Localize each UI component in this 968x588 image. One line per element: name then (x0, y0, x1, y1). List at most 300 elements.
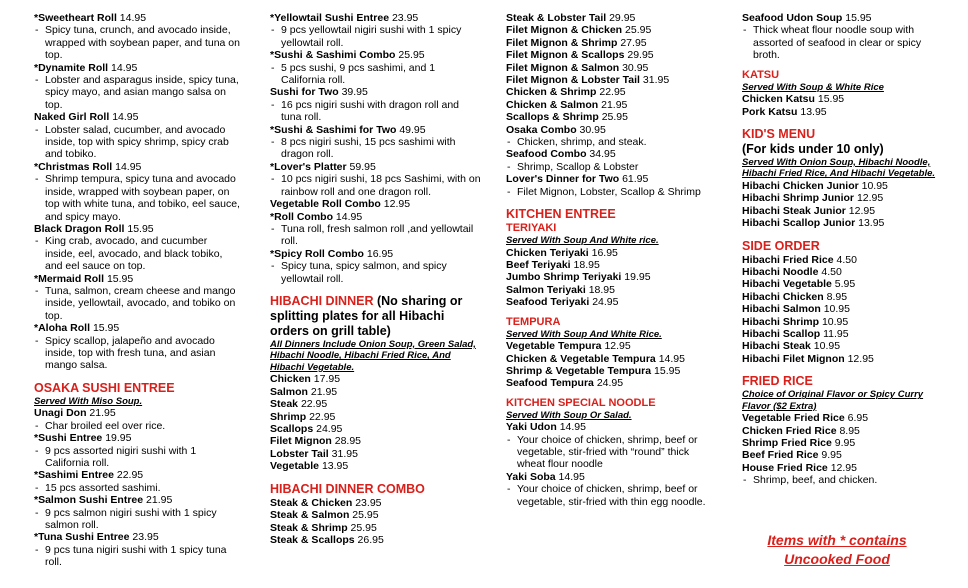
menu-item-line (34, 494, 240, 506)
menu-item-name: Shrimp & Vegetable Tempura (506, 364, 652, 377)
menu-item (270, 411, 482, 423)
combo-continued-list (506, 12, 714, 198)
menu-item-price: 21.95 (601, 98, 628, 111)
menu-item-price: 31.95 (642, 74, 670, 87)
menu-item-name: Salmon Teriyaki (506, 283, 586, 296)
section-subtitle-tempura: Served With Soup And White Rice. (506, 328, 662, 340)
menu-item-price: 39.95 (341, 86, 368, 99)
menu-item (506, 62, 714, 74)
menu-item-description: - 10 pcs nigiri sushi, 18 pcs Sashimi, with on rainbow roll and one dragon roll. (270, 173, 482, 198)
menu-item-description: - 16 pcs nigiri sushi with dragon roll and tuna roll. (270, 99, 482, 124)
menu-item-description: - 9 pcs assorted nigiri sushi with 1 California roll. (34, 445, 240, 470)
menu-item-name: Vegetable Tempura (506, 340, 602, 353)
menu-item-price: 10.95 (813, 340, 841, 353)
menu-item-price: 17.95 (313, 373, 341, 386)
section-title-osaka: OSAKA SUSHI ENTREE (34, 380, 175, 395)
sushi-entree-list (270, 12, 482, 285)
menu-item (34, 273, 240, 323)
menu-item (742, 180, 942, 192)
menu-item (506, 271, 714, 283)
menu-item-price: 59.95 (349, 160, 376, 173)
menu-item-name: Filet Mignon (270, 435, 332, 448)
menu-item-line (506, 173, 714, 185)
menu-item-line (270, 509, 482, 521)
menu-item (34, 432, 240, 469)
menu-item (506, 12, 714, 24)
menu-item-name: Vegetable Roll Combo (270, 198, 381, 211)
menu-item-price: 19.95 (105, 432, 132, 445)
section-title-katsu: KATSU (742, 68, 780, 81)
menu-item (270, 534, 482, 546)
menu-item-price: 29.95 (627, 49, 654, 62)
menu-item (270, 12, 482, 49)
menu-item-line (506, 247, 714, 259)
menu-item-name: Chicken Katsu (742, 93, 815, 106)
section-title-teriyaki: TERIYAKI (506, 222, 557, 235)
menu-item-line (270, 198, 482, 210)
menu-item-line (270, 423, 482, 435)
menu-item-price: 61.95 (622, 173, 649, 186)
menu-item-price: 15.95 (106, 272, 134, 285)
menu-item (742, 291, 942, 303)
menu-item-description: - 9 pcs yellowtail nigiri sushi with 1 spicy yellowtail roll. (270, 24, 482, 49)
menu-item (506, 340, 714, 352)
menu-item-price: 12.95 (604, 340, 631, 353)
menu-item-price: 23.95 (355, 496, 382, 509)
menu-item-line (506, 86, 714, 98)
menu-item-name: Chicken & Shrimp (506, 86, 597, 99)
menu-item-description: - Tuna, salmon, cream cheese and mango inside, yellowtail, avocado, and tobiko on top. (34, 285, 240, 322)
menu-item-name: *Mermaid Roll (34, 272, 105, 285)
menu-item (270, 161, 482, 198)
menu-item-line (34, 469, 240, 481)
menu-item-description: - Your choice of chicken, shrimp, beef or vegetable, stir-fried with thin egg noodle. (506, 483, 714, 508)
menu-column-2 (270, 12, 482, 546)
menu-item (742, 106, 942, 118)
section-title-hibachi-combo: HIBACHI DINNER COMBO (270, 481, 425, 496)
menu-item (34, 62, 240, 112)
hibachi-title: HIBACHI DINNER (270, 293, 374, 308)
menu-item-line (506, 296, 714, 308)
menu-item-price: 29.95 (609, 12, 636, 24)
menu-item-description: - Lobster salad, cucumber, and avocado inside, top with spicy shrimp, spicy crab and tobiko. (34, 124, 240, 161)
menu-item (34, 531, 240, 568)
menu-item (270, 522, 482, 534)
menu-item-line (742, 254, 942, 266)
menu-item-line (742, 217, 942, 229)
menu-item-name: Filet Mignon & Salmon (506, 61, 620, 74)
menu-item-price: 18.95 (573, 259, 600, 271)
menu-item-price: 12.95 (847, 352, 874, 365)
menu-item-name: Hibachi Scallop Junior (742, 217, 856, 230)
menu-item-description: - Shrimp, Scallop & Lobster (506, 161, 714, 173)
menu-item-price: 23.95 (132, 531, 159, 544)
menu-item-line (742, 205, 942, 217)
hibachi-note: (No sharing or splitting plates for all Hibachi orders on grill table) (270, 293, 463, 338)
menu-item-price: 9.95 (834, 437, 856, 450)
menu-item (742, 205, 942, 217)
menu-item (506, 173, 714, 198)
menu-item-name: *Dynamite Roll (34, 61, 109, 74)
menu-item (742, 462, 942, 487)
menu-item-line (34, 273, 240, 285)
menu-item-price: 14.95 (115, 160, 142, 173)
menu-item (270, 124, 482, 161)
menu-item-line (742, 291, 942, 303)
menu-item (742, 449, 942, 461)
menu-item-line (34, 531, 240, 543)
hibachi-combo-list (270, 497, 482, 547)
menu-item (506, 148, 714, 173)
menu-item-price: 14.95 (658, 352, 685, 365)
menu-item-price: 30.95 (622, 61, 649, 74)
menu-item-description: - Lobster and asparagus inside, spicy tuna, spicy mayo, and asian mango salsa on top. (34, 74, 240, 111)
menu-item (270, 198, 482, 210)
menu-item-name: *Tuna Sushi Entree (34, 531, 130, 544)
menu-item-line (270, 411, 482, 423)
menu-item-name: Yaki Udon (506, 421, 557, 434)
menu-item-name: Hibachi Steak (742, 340, 811, 353)
menu-item-description: - 5 pcs sushi, 9 pcs sashimi, and 1 California roll. (270, 62, 482, 87)
menu-item-line (742, 192, 942, 204)
menu-item (506, 24, 714, 36)
menu-item-name: Hibachi Steak Junior (742, 204, 846, 217)
menu-item-price: 25.95 (625, 24, 652, 37)
menu-item-line (270, 460, 482, 472)
menu-item-description: - King crab, avocado, and cucumber inside, eel, avocado, and black tobiko, and eel sauce on top. (34, 235, 240, 272)
menu-item-price: 24.95 (596, 377, 624, 390)
menu-item-name: Lover's Dinner for Two (506, 173, 620, 186)
menu-item-name: Shrimp (270, 410, 307, 423)
menu-item-description: - Spicy tuna, spicy salmon, and spicy yellowtail roll. (270, 260, 482, 285)
menu-item-line (742, 278, 942, 290)
menu-item-line (506, 74, 714, 86)
menu-item-price: 24.95 (316, 423, 343, 436)
menu-item-line (270, 248, 482, 260)
menu-item (742, 303, 942, 315)
menu-item-name: Hibachi Shrimp Junior (742, 192, 855, 205)
menu-item-price: 25.95 (601, 111, 628, 124)
menu-item-description: - Filet Mignon, Lobster, Scallop & Shrimp (506, 186, 714, 198)
menu-item-price: 23.95 (391, 12, 419, 24)
udon-soup-list (742, 12, 942, 62)
menu-item-name: Filet Mignon & Shrimp (506, 36, 618, 49)
menu-item (506, 353, 714, 365)
menu-item-name: Seafood Combo (506, 148, 587, 161)
menu-item-line (270, 124, 482, 136)
menu-item-line (34, 111, 240, 123)
menu-item-line (742, 180, 942, 192)
menu-item-price: 10.95 (821, 315, 849, 328)
fried-rice-list (742, 412, 942, 486)
menu-item-name: Steak & Lobster Tail (506, 12, 607, 24)
menu-item-name: Hibachi Chicken Junior (742, 179, 859, 192)
menu-item-price: 21.95 (89, 407, 116, 420)
section-subtitle-katsu: Served With Soup & White Rice (742, 81, 884, 93)
menu-item-line (742, 303, 942, 315)
menu-item-line (270, 12, 482, 24)
menu-item (506, 365, 714, 377)
menu-item-line (506, 49, 714, 61)
menu-item (34, 407, 240, 432)
menu-item-price: 12.95 (383, 198, 411, 211)
menu-item-line (506, 377, 714, 389)
menu-item-price: 12.95 (848, 204, 876, 217)
menu-item-line (506, 284, 714, 296)
tempura-item-list (506, 340, 714, 390)
menu-item-price: 16.95 (591, 246, 618, 259)
menu-item (34, 494, 240, 531)
menu-item-name: *Aloha Roll (34, 322, 91, 335)
menu-item-line (506, 471, 714, 483)
menu-item-name: Hibachi Shrimp (742, 315, 820, 328)
menu-item-price: 27.95 (620, 36, 647, 49)
section-title-kids: KID'S MENU (742, 126, 816, 141)
menu-item-price: 49.95 (399, 123, 426, 136)
section-title-tempura: TEMPURA (506, 315, 561, 328)
notice-line-1: Items with * contains (767, 532, 907, 548)
menu-item-name: Hibachi Salmon (742, 303, 821, 316)
menu-item-name: Naked Girl Roll (34, 111, 110, 124)
section-subtitle-hibachi: All Dinners Include Onion Soup, Green Salad, Hibachi Noodle, Hibachi Fried Rice, And Hibachi Vegetable. (270, 338, 476, 373)
menu-item-line (270, 497, 482, 509)
menu-item (270, 373, 482, 385)
menu-item (34, 12, 240, 62)
menu-item-line (506, 24, 714, 36)
menu-item-name: House Fried Rice (742, 461, 828, 474)
menu-item (506, 99, 714, 111)
menu-item (506, 86, 714, 98)
menu-item-line (506, 365, 714, 377)
menu-item-name: Pork Katsu (742, 105, 798, 118)
menu-item-name: *Sushi & Sashimi Combo (270, 49, 396, 62)
menu-item-line (506, 340, 714, 352)
menu-item-line (742, 462, 942, 474)
menu-item (270, 435, 482, 447)
menu-item-line (742, 412, 942, 424)
menu-item-price: 26.95 (357, 533, 384, 546)
menu-item-line (742, 449, 942, 461)
menu-item-name: *Sashimi Entree (34, 469, 114, 482)
section-title-fried-rice: FRIED RICE (742, 374, 813, 389)
menu-item-line (506, 271, 714, 283)
menu-item-line (742, 316, 942, 328)
menu-item-name: Scallops & Shrimp (506, 111, 599, 124)
menu-item (506, 37, 714, 49)
menu-item-line (270, 448, 482, 460)
menu-item-name: *Yellowtail Sushi Entree (270, 12, 390, 24)
menu-item-line (742, 353, 942, 365)
menu-item-price: 12.95 (856, 192, 884, 205)
menu-item-name: Steak & Salmon (270, 509, 350, 522)
menu-item-price: 8.95 (839, 424, 860, 437)
menu-item (270, 211, 482, 248)
menu-item-name: Steak & Scallops (270, 533, 355, 546)
menu-item-line (506, 259, 714, 271)
menu-item-name: *Sushi & Sashimi for Two (270, 123, 397, 136)
menu-item (742, 266, 942, 278)
menu-item-description: - 8 pcs nigiri sushi, 15 pcs sashimi with dragon roll. (270, 136, 482, 161)
menu-item-line (506, 124, 714, 136)
menu-item-name: Vegetable Fried Rice (742, 412, 845, 425)
menu-item (742, 12, 942, 62)
menu-item-price: 24.95 (592, 296, 619, 309)
menu-item-description: - Thick wheat flour noodle soup with assorted of seafood in clear or spicy broth. (742, 24, 942, 61)
menu-item (34, 111, 240, 161)
menu-item-price: 25.95 (398, 49, 425, 62)
section-subtitle-fried-rice: Choice of Original Flavor or Spicy Curry Flavor ($2 Extra) (742, 389, 924, 412)
menu-item-name: *Sushi Entree (34, 432, 103, 445)
menu-item-price: 10.95 (861, 179, 888, 192)
menu-item-name: Chicken (270, 373, 311, 386)
menu-item-price: 13.95 (858, 217, 885, 230)
menu-item-line (270, 49, 482, 61)
menu-item-price: 16.95 (366, 247, 394, 260)
menu-item-name: Salmon (270, 385, 308, 398)
menu-item-line (742, 340, 942, 352)
menu-item-line (742, 106, 942, 118)
menu-item-name: *Sweetheart Roll (34, 12, 117, 24)
menu-item (34, 322, 240, 372)
notice-line-2: Uncooked Food (784, 551, 890, 567)
menu-item-name: Chicken & Vegetable Tempura (506, 352, 656, 365)
section-subtitle-kids: Served With Onion Soup, Hibachi Noodle, Hibachi Fried Rice, And Hibachi Vegetable. (742, 156, 936, 180)
menu-item-price: 8.95 (826, 290, 848, 303)
menu-item-price: 11.95 (823, 328, 849, 340)
menu-item-name: Osaka Combo (506, 123, 577, 136)
menu-item-description: - 15 pcs assorted sashimi. (34, 482, 240, 494)
osaka-item-list (34, 407, 240, 568)
menu-item-price: 9.95 (821, 449, 842, 462)
menu-item-price: 21.95 (310, 385, 338, 398)
menu-item-price: 14.95 (335, 210, 363, 223)
menu-item-price: 18.95 (588, 283, 615, 296)
menu-item-line (506, 111, 714, 123)
menu-item-description: - 9 pcs tuna nigiri sushi with 1 spicy tuna roll. (34, 544, 240, 569)
menu-item-price: 5.95 (834, 278, 856, 291)
menu-item-name: Hibachi Filet Mignon (742, 352, 845, 365)
section-title-kitchen-entree: KITCHEN ENTREE (506, 207, 616, 222)
menu-item (34, 469, 240, 494)
menu-item-name: Hibachi Fried Rice (742, 253, 834, 266)
menu-item (742, 192, 942, 204)
sushi-roll-list (34, 12, 240, 372)
menu-item-price: 22.95 (116, 469, 144, 482)
menu-item-price: 12.95 (830, 461, 857, 474)
section-title-noodle: KITCHEN SPECIAL NOODLE (506, 396, 656, 409)
menu-item (270, 448, 482, 460)
menu-item-line (34, 12, 240, 24)
kids-item-list (742, 180, 942, 230)
menu-item-name: Seafood Tempura (506, 377, 594, 390)
menu-item-line (34, 432, 240, 444)
menu-item-price: 4.50 (821, 265, 842, 278)
menu-item-name: *Roll Combo (270, 210, 333, 223)
menu-item-name: Seafood Udon Soup (742, 12, 843, 24)
menu-item-name: *Salmon Sushi Entree (34, 494, 144, 507)
menu-item-line (506, 12, 714, 24)
menu-item-name: Chicken Fried Rice (742, 424, 837, 437)
menu-item (270, 423, 482, 435)
menu-item-price: 30.95 (579, 123, 606, 136)
menu-item-line (34, 161, 240, 173)
menu-item-line (270, 435, 482, 447)
menu-item-line (34, 407, 240, 419)
menu-item (506, 111, 714, 123)
menu-item-line (742, 425, 942, 437)
menu-item-line (742, 328, 942, 340)
menu-item-line (270, 398, 482, 410)
menu-item-name: Yaki Soba (506, 470, 556, 483)
menu-item-line (506, 353, 714, 365)
menu-item-price: 10.95 (823, 303, 850, 316)
menu-column-1 (34, 12, 240, 569)
menu-item-line (742, 437, 942, 449)
menu-item-line (742, 266, 942, 278)
menu-item (506, 377, 714, 389)
menu-item-price: 22.95 (300, 398, 328, 411)
menu-item-line (506, 62, 714, 74)
menu-item-price: 14.95 (111, 61, 138, 74)
menu-item (742, 316, 942, 328)
menu-item-name: Shrimp Fried Rice (742, 437, 832, 450)
menu-item (506, 124, 714, 149)
menu-item-name: Steak & Shrimp (270, 521, 348, 534)
menu-item-price: 25.95 (352, 509, 379, 522)
menu-item-price: 13.95 (321, 460, 349, 473)
menu-item-name: *Christmas Roll (34, 160, 113, 173)
menu-item-description: - Chicken, shrimp, and steak. (506, 136, 714, 148)
menu-item-price: 4.50 (836, 253, 857, 266)
menu-item (270, 509, 482, 521)
menu-item-name: Steak & Chicken (270, 496, 353, 509)
menu-item-price: 22.95 (599, 86, 626, 99)
menu-item (270, 398, 482, 410)
katsu-item-list (742, 93, 942, 118)
menu-item (34, 161, 240, 223)
menu-item (270, 248, 482, 285)
menu-item-line (34, 62, 240, 74)
menu-item-line (270, 86, 482, 98)
menu-item-name: Unagi Don (34, 407, 87, 420)
menu-item-name: Seafood Teriyaki (506, 296, 590, 309)
menu-item-name: Steak (270, 398, 299, 411)
menu-item-line (270, 211, 482, 223)
menu-item (742, 254, 942, 266)
menu-item-line (506, 99, 714, 111)
menu-item-name: Hibachi Scallop (742, 328, 821, 340)
menu-item-price: 28.95 (334, 435, 362, 448)
menu-item (742, 328, 942, 340)
hibachi-item-list (270, 373, 482, 472)
menu-item (270, 386, 482, 398)
section-subtitle-noodle: Served With Soup Or Salad. (506, 409, 632, 421)
section-title-side-order: SIDE ORDER (742, 238, 820, 253)
menu-item (506, 296, 714, 308)
menu-item-name: Hibachi Vegetable (742, 278, 832, 291)
menu-item-name: Filet Mignon & Chicken (506, 24, 623, 37)
menu-item (506, 259, 714, 271)
menu-item-description: - 9 pcs salmon nigiri sushi with 1 spicy salmon roll. (34, 507, 240, 532)
menu-item-name: *Lover's Platter (270, 160, 347, 173)
teriyaki-item-list (506, 247, 714, 309)
menu-item-price: 31.95 (331, 447, 358, 460)
menu-item-line (34, 223, 240, 235)
menu-item-name: Jumbo Shrimp Teriyaki (506, 271, 622, 284)
menu-item (742, 412, 942, 424)
menu-column-4 (742, 12, 942, 487)
menu-item-line (270, 386, 482, 398)
